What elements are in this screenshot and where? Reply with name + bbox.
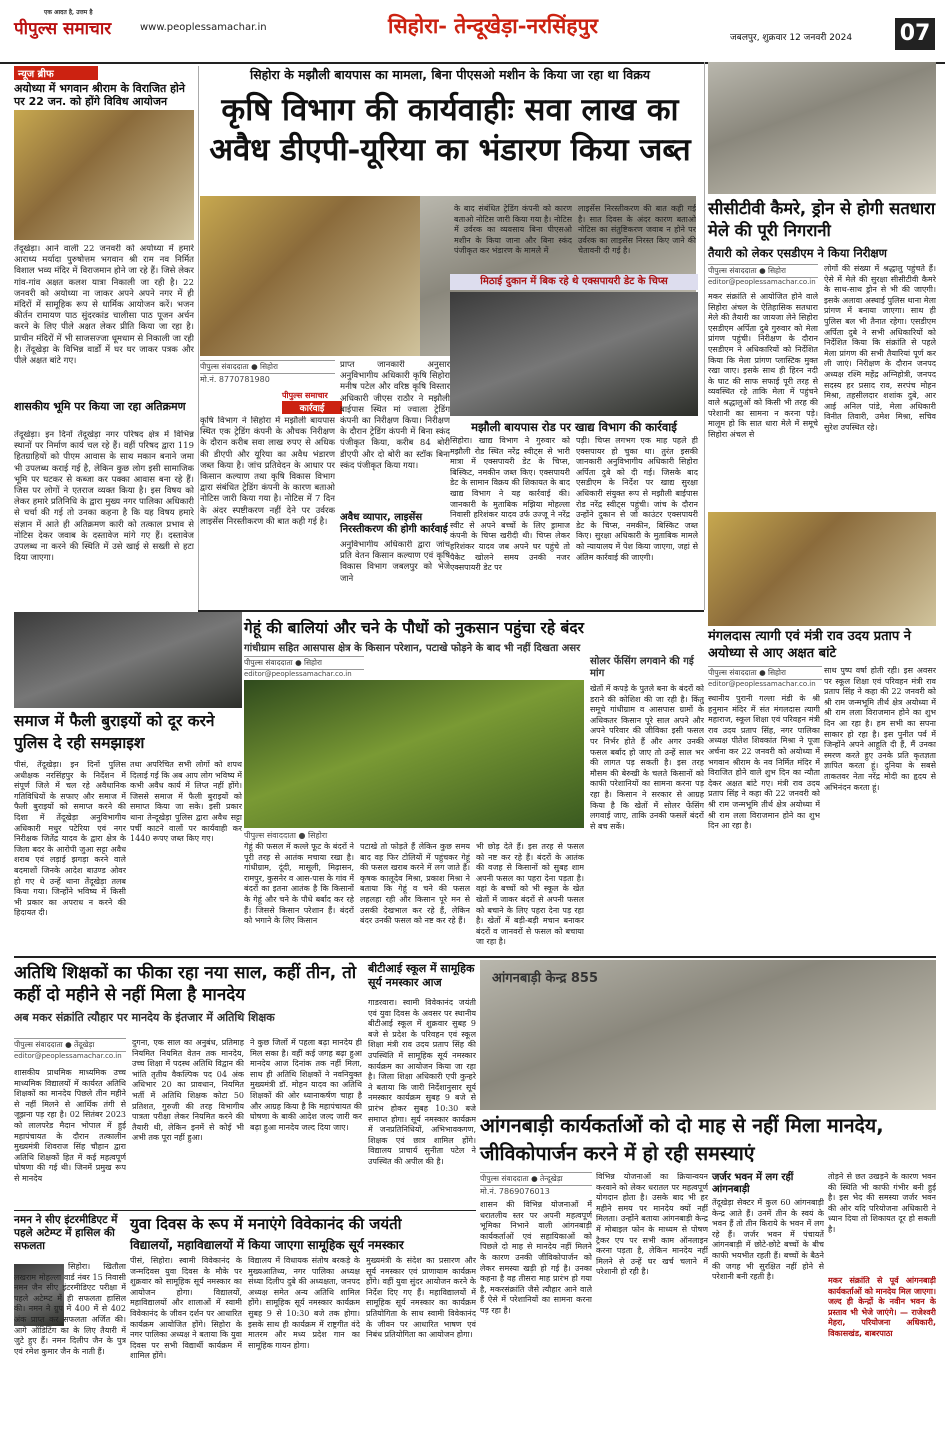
sweets-shop-photo — [450, 292, 698, 416]
lead-tag-action: कार्रवाई — [282, 401, 342, 414]
lead-column-3: के बाद संबंधित ट्रेडिंग कंपनी को कारण बताओ नोटिस जारी किया गया है। नोटिस में उर्वरक का व्यवसाय बिना पीएसओ मशीन के किया जाना और बिना स्कंद पंजीकृत कर भंडारण के मामले में — [454, 204, 572, 255]
lead-column-4: लाइसेंस निरस्तीकरण की बात कही गई है। सात दिवस के अंदर कारण बताओ नोटिस का संतुष्टिकरण जवाब न होने पर उर्वरक का लाइसेंस निरस्त किए जाने की चेतावनी दी गई है। — [578, 204, 696, 255]
dateline: जबलपुर, शुक्रवार 12 जनवरी 2024 — [730, 33, 853, 43]
police-headline: समाज में फैली बुराइयों को दूर करने पुलिस दे रही समझाइश — [14, 712, 215, 752]
section-rule — [198, 610, 704, 612]
anganwadi-subheading: जर्जर भवन में लग रहीं आंगनबाड़ी — [712, 1172, 794, 1195]
monkey-photo-caption: पीपुल्स संवाददाता ● सिहोरा — [244, 831, 328, 840]
sweets-column-1: सिहोरा। खाद्य विभाग ने गुरुवार को मझौली रोड स्थित नरेंद्र स्वीट्स से भारी मात्रा में एक्सपायरी डेट के चिप्स, बिस्किट, नमकीन जब्त किए। एक्सपायरी डेट के सामान विक्रय की शिकायत के बाद खाद्य विभाग ने यह कार्रवाई की। जानकारी के मुताबिक मझिया मोहल्ला निवासी हरिशंकर यादव उर्फ उज्जू ने नरेंद्र स्वीट से अपने बच्चों के लिए ड्रामाज कंपनी के चिप्स खरीदी थी। चिप्स लेकर हरिशंकर यादव जब अपने घर पहुंचे तो पैकेट खोलने समय उनकी नजर एक्सपायरी डेट पर — [450, 436, 570, 573]
page-number: 07 — [895, 18, 935, 50]
vivekananda-column-2: विद्यालय में विधायक संतोष बरकड़े के मुख्यआतिथ्य, नगर पालिका अध्यक्ष संध्या दिलीप दुबे की अध्यक्षता, जनपद अध्यक्ष समेत अन्य अतिथि शामिल होंगे। सामूहिक सूर्य नमस्कार कार्यक्रम सुबह 9 से 10:30 बजे तक होगा। इसके साथ ही कार्यक्रम में राष्ट्रगीत वंदे मातरम और मध्य प्रदेश गान का सामूहिक गायन होगा। — [248, 1256, 360, 1350]
lead-byline: पीपुल्स संवाददाता ● सिहोरा — [200, 360, 335, 374]
monkey-headline: गेहूं की बालियां और चने के पौधों को नुकसान पहुंचा रहे बंदर — [244, 619, 584, 637]
teachers-column-1: शासकीय प्राथमिक माध्यमिक उच्च माध्यमिक विद्यालयों में कार्यरत अतिथि शिक्षकों का मानदेय पिछले तीन महीने से नहीं मिलने से आर्थिक तंगी से जूझना पड़ रहा है। 02 सितंबर 2023 को लालपरेड मैदान भोपाल में हुई महापंचायत के दौरान तत्कालीन मुख्यमंत्री शिवराज सिंह चौहान द्वारा अतिथि शिक्षकों हित में कई महत्वपूर्ण घोषणा की गई थी। जिनमें प्रमुख रूप से मानदेय — [14, 1068, 126, 1183]
teachers-byline: पीपुल्स संवाददाता ● तेंदूखेड़ा — [14, 1038, 126, 1052]
lead-tag — [282, 390, 342, 414]
lead-headline: कृषि विभाग की कार्यवाहीः सवा लाख का अवैध डीएपी-यूरिया का भंडारण किया जब्त — [209, 92, 691, 168]
sweets-headline: मझौली बायपास रोड पर खाद्य विभाग की कार्रवाई — [471, 420, 677, 434]
newspaper-logo: एक आदत है, उत्तम है पीपुल्स समाचार — [14, 9, 112, 39]
edition-title: सिहोरा- तेन्दूखेड़ा-नरसिंहपुर — [388, 13, 599, 38]
sweets-kicker: मिठाई दुकान में बिक रहे थे एक्सपायरी डेट के चिप्स — [450, 274, 698, 290]
lead-column-1: कृषि विभाग ने सिहोरा में मझौली बायपास स्थित एक ट्रेडिंग कंपनी के औचक निरीक्षण के दौरान करीब सवा लाख रुपए से अधिक की डीएपी और यूरिया का अवैध भंडारण जब्त किया है। जांच प्रतिवेदन के आधार पर किसान कल्याण तथा कृषि विकास विभाग द्वारा संबंधित ट्रेडिंग कंपनी के कारण बताओ नोटिस जारी किया गया है। नोटिस में 7 दिन के अंदर स्पष्टीकरण नहीं देने पर उर्वरक लाइसेंस निरस्तीकरण की बात कही गई है। — [200, 416, 335, 527]
anganwadi-column-4: तोड़ने से छत उखड़ने के कारण भवन की स्थिति भी काफी गंभीर बनी हुई है। इस भेद की समस्या जर्जर भवन की ओर यदि परियोजना अधिकारी ने ध्यान दिया तो शिकायत दूर हो सकती है। — [828, 1172, 936, 1234]
cctv-column-1: मकर संक्रांति से आयोजित होने वाले सिहोरा अंचल के ऐतिहासिक सतधारा मेले की तैयारी का जायजा लेने सिहोरा एसडीएम अर्पिता दुबे गुरुवार को मेला प्रांगण पहुंची। निरीक्षण के दौरान एसडीएम ने अधिकारियों को निर्देशित किया कि मेला प्रांगण प्लास्टिक मुक्त रखा जाए। इसके साथ ही हिरन नदी के घाट की साफ सफाई पूरी तरह से व्यवस्थित रहे ताकि मेला में पहुंचने वाले श्रद्धालुओं को किसी भी तरह की परेशानी का सामना न करना पड़े। मालूम हो कि सात धारा मेले में समूचे सिहोरा अंचल से — [708, 292, 818, 439]
official-quote: मकर संक्रांति से पूर्व आंगनबाड़ी कार्यकर्ताओं को मानदेय मिल जाएगा। जल्द ही केन्द्रों के नवीन भवन के प्रस्ताव भी भेजे जाएंगे। — राजेश्वरी मेहरा, परियोजना अधिकारी, विकासखंड, बाबरपाठा — [828, 1276, 936, 1338]
anganwadi-wall-text: आंगनबाड़ी केन्द्र 855 — [492, 971, 599, 986]
topper-body: सिहोरा। खितौला लखराम मोहल्ला वार्ड नंबर 15 निवासी नमन जैन सीए इंटरमीडिएट परीक्षा में पहले अटेम्प्ट में ही सफलता हासिल की। नमन ने ग्रुप में 400 में से 402 अंक प्राप्त कर सफलता अर्जित की। आगे ऑडिटिंग का के लिए तैयारी में जुटे हुए हैं। नमन दिलीप जैन के पुत्र एवं रमेश कुमार जैन के नाती हैं। — [14, 1262, 126, 1356]
anganwadi-byline: पीपुल्स संवाददाता ● तेन्दूखेड़ा — [480, 1172, 592, 1186]
teachers-headline: अतिथि शिक्षकों का फीका रहा नया साल, कहीं तीन, तो कहीं दो महीने से नहीं मिला है मानदेय — [14, 963, 357, 1005]
monkey-column-4: खेतों में कपड़े के पुतले बना के बंदरों को डराने की कोशिश की जा रही है। किंतु समूचे गांधीग्राम व आसपास ग्रामों के अधिकतर किसान पूरे साल अपने और अपने परिवार की जीविका इसी फसल पर निर्भर होते हैं और अगर उनकी फसल बर्बाद हो जाए तो उन्हें साल भर की लागत पड़ सकती है। इस तरह मौसम की बेरुखी के चलते किसानों को काफी परेशानियों का सामना करना पड़ रहा है। किसान ने सरकार से आग्रह किया है कि खेतों में सोलर फेंसिंग लगवाई जाए, ताकि उनकी फसलें बंदरों से बच सकें। — [590, 684, 704, 831]
brief-body-1: तेंदूखेड़ा। आने वाली 22 जनवरी को अयोध्या में हमारे आराध्य मर्यादा पुरुषोत्तम भगवान श्री राम नव निर्मित विशाल भव्य मंदिर में विराजमान होने जा रहे हैं। जिसे लेकर गांव-गांव अक्षत कलश यात्रा निकाली जा रही है। 22 जनवरी को अयोध्या ना जाकर अपने अपने नगर में ही मंदिरों में सामूहिक रूप से धार्मिक आयोजन करें। भजन कीर्तन रामायण पाठ सुंदरकांड चालीसा पाठ पूजन अर्चन करने के लिए पीले अक्षत लेकर प्रीति किया जा रहा है। प्राचीन मंदिरों में भी साजसज्जा धूमधाम से निकाली जा रही है। तेंदूखेड़ा के विभिन्न वार्डों में घर घर जाकर पत्रक और पीले अक्षत बांटे गए। — [14, 244, 194, 367]
ram-headline: मंगलदास त्यागी एवं मंत्री राव उदय प्रताप ने अयोध्या से आए अक्षत बांटे — [708, 629, 911, 661]
ram-column-2: साथ पुष्प वर्षा होती रही। इस अवसर पर स्कूल शिक्षा एवं परिवहन मंत्री राव प्रताप सिंह ने कहा की 22 जनवरी को श्री राम जन्मभूमि तीर्थ क्षेत्र अयोध्या में श्री राम लला विराजमान होने का शुभ दिन आ रहा है। हम सभी का सपना साकार हो रहा है। इस पुनीत पर्व में जिन्होंने अपने आहूति दी हैं, मैं उनका स्मरण करते हुए उनके प्रति कृतज्ञता ज्ञापित करता हूं। दुनिया के सबसे ताकतवर नेता नरेंद्र मोदी का हृदय से अभिनंदन करता हूं। — [824, 666, 936, 792]
vivekananda-column-3: मुख्यमंत्री के संदेश का प्रसारण और सूर्य नमस्कार एवं प्राणायाम कार्यक्रम होंगे। वहीं युवा सुंदर आयोजन करने के निर्देश दिए गए हैं। महाविद्यालयों में सामूहिक सूर्य नमस्कार का कार्यक्रम प्रतियोगिता के साथ स्वामी विवेकानंद के जीवन पर आधारित भाषण एवं निबंध प्रतियोगिता का आयोजन होगा। — [366, 1256, 476, 1340]
anganwadi-column-2: विभिन्न योजनाओं का क्रियान्वयन करवाने को लेकर धरातल पर महत्वपूर्ण योगदान होता है। उसके बाद भी हर महीने समय पर मानदेय क्यों नहीं मिलता। उन्होंने बताया आंगनबाड़ी केन्द्र में मोबाइल फोन के माध्यम से पोषण ट्रैकर एप पर सभी काम ऑनलाइन करना पड़ता है, लेकिन मानदेय नहीं मिलने से उन्हें घर खर्च चलाने में परेशानी हो रही है। — [596, 1172, 708, 1277]
sweets-column-2: पड़ी। चिप्स लगभग एक माह पहले ही एक्सपायर हो चुका था। तुरंत इसकी जानकारी अनुविभागीय अधिकारी सिहोरा अर्पिता दुबे को दी गई। जिसके बाद एसडीएम के निर्देश पर खाद्य सुरक्षा अधिकारी संयुक्त रूप से मझौली बाईपास रोड नरेंद्र स्वीट्स पहुंची। जांच के दौरान उन्होंने दुकान से जो काउंटर एक्सपायरी डेट के चिप्स, नमकीन, बिस्किट जब्त किए। सुरक्षा अधिकारी के मुताबिक मामले को न्यायालय में पेश किया जाएगा, जहां से अंतिम कार्रवाई की जाएगी। — [576, 436, 698, 562]
bti-body: गाडरवारा। स्वामी विवेकानंद जयंती एवं युवा दिवस के अवसर पर स्थानीय बीटीआई स्कूल में शुक्रवार सुबह 9 बजे से प्रदेश के परिवहन एवं स्कूल शिक्षा मंत्री राव उदय प्रताप सिंह की उपस्थिति में सामूहिक सूर्य नमस्कार कार्यक्रम का आयोजन किया जा रहा है। जिला शिक्षा अधिकारी एपी कुन्हरे ने बताया कि जारी निर्देशानुसार सूर्य नमस्कार कार्यक्रम सुबह 9 बजे से प्रारंभ होकर सुबह 10:30 बजे समाप्त होगा। सूर्य नमस्कार कार्यक्रम में जनप्रतिनिधियों, अभिभावकगण, शिक्षक एवं छात्र शामिल होंगे। विद्यालय प्राचार्य सुनीता पटेल ने उपस्थित की अपील की है। — [368, 998, 476, 1166]
monkey-column-3: भी छोड़ देते हैं। इस तरह से फसल को नष्ट कर रहे हैं। बंदरों के आतंक की वजह से किसानों को सुबह शाम अपनी फसल का पहरा देना पड़ता है। वहां के बच्चों को भी स्कूल के खेत खेतों में जाकर बंदरों से अपनी फसल को बचाने के लिए पहरा देना पड़ रहा है। खेतों में बड़ी-बड़ी मचान बनाकर बंदरों व जानवरों से फसल को बचाया जा रहा है। — [476, 842, 584, 947]
cctv-email: editor@peoplessamachar.co.in — [708, 278, 816, 286]
monkey-subheadline: गांधीग्राम सहित आसपास क्षेत्र के किसान परेशान, पटाखे फोड़ने के बाद भी नहीं दिखता असर — [244, 643, 581, 654]
brief-headline-1: अयोध्या में भगवान श्रीराम के विराजित होने पर 22 जन. को होंगे विविध आयोजन — [14, 82, 185, 108]
anganwadi-headline: आंगनबाड़ी कार्यकर्ताओं को दो माह से नहीं मिला मानदेय, जीविकोपार्जन करने में हो रही समस्याएं — [480, 1114, 884, 1165]
lead-kicker: सिहोरा के मझौली बायपास का मामला, बिना पीएसओ मशीन के किया जा रहा था विक्रय — [249, 67, 651, 82]
solar-fencing-subheading: सोलर फेंसिंग लगवाने की गई मांग — [590, 656, 694, 679]
cctv-column-2: लोगों की संख्या में श्रद्धालु पहुंचते हैं। ऐसे में मेले की सुरक्षा सीसीटीवी कैमरे के साथ-साथ ड्रोन से भी की जाएगी। इसके अलावा अस्थाई पुलिस थाना मेला प्रांगण में बनाया जाएगा। साथ ही पुलिस बल भी तैनात रहेगा। एसडीएम अर्पिता दुबे ने सभी अधिकारियों को निर्देशित किया कि संक्रांति से पहले मेला प्रांगण की सभी तैयारियां पूर्ण कर ली जाएं। निरीक्षण के दौरान जनपद अध्यक्ष रश्मि महेंद्र अग्निहोत्री, जनपद सदस्य हर प्रसाद राव, सरपंच मोहन मिश्रा, तहसीलदार शशांक दुबे, आर आई अनिल पांडे, मेला अधिकारी विनीत तिवारी, उमेश मिश्रा, सचिव सुरेश उपस्थित रहे। — [824, 264, 936, 432]
teachers-column-2: दुगना, एक साल का अनुबंध, प्रतिमाह नियमित नियमित वेतन तक मानदेय, उच्च शिक्षा में पदस्थ अतिथि विद्वान की भांति तृतीय वैकल्पिक पद 04 अंक अधिभार 20 का प्रावधान, नियमित भर्ती में अतिथि शिक्षक कोटा 50 प्रतिशत, गुरुजी की तरह विभागीय पात्रता परीक्षा लेकर नियमित करने की तैयारी थी, लेकिन इनमें से कोई भी अभी तक पूरा नहीं हुआ। — [132, 1038, 244, 1143]
mela-inspection-photo — [708, 62, 936, 194]
vivekananda-headline: युवा दिवस के रूप में मनाएंगे विवेकानंद की जयंती — [130, 1215, 402, 1233]
brief-headline-2: शासकीय भूमि पर किया जा रहा अतिक्रमण — [14, 400, 186, 413]
vivekananda-column-1: पीसं, सिहोरा। स्वामी विवेकानंद के जन्मदिवस युवा दिवस के मौके पर शुक्रवार को सामूहिक सूर्य नमस्कार का आयोजन होगा। विद्यालयों, महाविद्यालयों और शालाओं में स्वामी विवेकानंद के जीवन दर्शन पर आधारित कार्यक्रम आयोजित होंगे। सिहोरा के नगर पालिका अध्यक्ष ने बताया कि युवा दिवस पर सभी विद्यार्थी कार्यक्रम में शामिल होंगे। — [130, 1256, 242, 1361]
masthead — [0, 0, 945, 64]
section-rule — [14, 956, 936, 958]
monkeys-in-field-photo — [244, 680, 584, 828]
police-meeting-photo — [14, 612, 242, 708]
column-divider — [198, 66, 199, 611]
lead-column-2: प्राप्त जानकारी अनुसार अनुविभागीय अधिकारी कृषि सिहोरा मनीष पटेल और वरिष्ठ कृषि विस्तार अधिकारी जीएस राठौर ने मझौली बाईपास स्थित मां ज्वाला ट्रेडिंग कंपनी का निरीक्षण किया। निरीक्षण के दौरान ट्रेडिंग कंपनी में बिना स्कंद पंजीकृत किया, करीब 84 बोरी डीएपी और दो बोरी का स्टॉक बिना स्कंद पंजीकृत किया गया। — [340, 360, 450, 471]
lead-tag-paper: पीपुल्स समाचार — [282, 391, 328, 400]
akshat-distribution-photo — [708, 512, 936, 626]
topper-headline: नमन ने सीए इंटरमीडिएट में पहले अटेम्प्ट में हासिल की सफलता — [14, 1214, 118, 1252]
anganwadi-column-1: शासन की विभिन्न योजनाओं में धरातलीय स्तर पर अपनी महत्वपूर्ण भूमिका निभाने वाली आंगनबाड़ी कार्यकर्ताओं एवं सहायिकाओं को पिछले दो माह से मानदेय नहीं मिलने के कारण उनकी जीविकोपार्जन को लेकर समस्या खड़ी हो गई है। उनका कहना है वह तीसरा माह प्रारंभ हो गया है, मकरसंक्रांति जैसे त्यौहार आने वाले हैं ऐसे में परेशानियों का सामना करना पड़ रहा है। — [480, 1200, 592, 1315]
brief-body-2: तेंदूखेड़ा। इन दिनों तेंदूखेड़ा नगर परिषद क्षेत्र में विभिन्न स्थानों पर निर्माण कार्य चल रहे हैं। वहीं परिषद द्वारा 119 हितग्राहियों को पीएम आवास के साथ मकान बनाने जमा भी उपलब्ध कराई गई है, लेकिन कुछ लोग इसी सामाजिक भूमि पर घटकर से कब्जा कर पक्का आवास बना रहे हैं। जिस पर लोगों ने एतराज व्यक्त किया है। इस विषय को लेकर हमारे प्रतिनिधि के द्वारा मुख्य नगर पालिका अधिकारी से चर्चा की गई तो उनका कहना है कि यह विषय हमारे संज्ञान में आते ही अतिक्रमण कारी को तत्काल प्रभाव से नोटिस देकर जवाब के दस्तावेज मांगे गए हैं। दस्तावेज उपलब्ध ना करने की स्थिति में उसे खाई से सख्ती से हटा दिया जाएगा। — [14, 430, 194, 564]
fertilizer-storage-photo — [200, 196, 420, 356]
anganwadi-mobile: मो.नं. 7869076013 — [480, 1187, 550, 1196]
ram-column-1: स्थानीय पुरानी गल्ला मंडी के श्री हनुमान मंदिर में संत मंगलदास त्यागी महाराज, स्कूल शिक्षा एवं परिवहन मंत्री राव उदय प्रताप सिंह, नगर पालिका अध्यक्ष पीतेश शिवकांत मिश्रा ने पूजा अर्चना कर 22 जनवरी को अयोध्या में भगवान श्रीराम के नव निर्मित मंदिर में विराजित होने वाले शुभ दिन का न्यौता देकर अक्षत बांटे गए। मंत्री राव उदय प्रताप सिंह ने कहा की 22 जनवरी को श्री राम जन्मभूमि तीर्थ क्षेत्र अयोध्या में श्री राम लला विराजमान होने का शुभ दिन आ रहा है। — [708, 694, 820, 831]
ayodhya-event-photo — [14, 110, 194, 240]
column-divider — [704, 62, 705, 610]
ram-email: editor@peoplessamachar.co.in — [708, 680, 816, 688]
vivekananda-subheadline: विद्यालयों, महाविद्यालयों में किया जाएगा सामूहिक सूर्य नमस्कार — [130, 1238, 404, 1252]
monkey-email: editor@peoplessamachar.co.in — [244, 670, 352, 678]
lead-subheading: अवैध व्यापार, लाइसेंस निरस्तीकरण की होगी कार्रवाई — [340, 512, 448, 535]
cctv-headline: सीसीटीवी कैमरे, ड्रोन से होगी सतधारा मेले की पूरी निगरानी — [708, 199, 936, 240]
lead-mobile: मो.नं. 8770781980 — [200, 375, 270, 384]
teachers-column-3: ने कुछ जिलों में पहला बढ़ा मानदेय ही मिल सका है। वहीं कई जगह बढ़ा हुआ मानदेय आज दिनांक तक नहीं मिला, साथ ही अतिथि शिक्षकों ने नवनियुक्त मुख्यमंत्री डॉ. मोहन यादव का अतिथि शिक्षकों की ओर ध्यानाकर्षण चाहा है और आग्रह किया है कि महापंचायत की घोषणा के बाकी आदेश जल्द जारी कर बढ़ा हुआ मानदेय जल्द दिया जाए। — [250, 1038, 362, 1132]
monkey-byline: पीपुल्स संवाददाता ● सिहोरा — [244, 656, 364, 670]
ram-byline: पीपुल्स संवाददाता ● सिहोरा — [708, 666, 822, 680]
monkey-column-1: गेहूं की फसल में कल्ले फूट के बंदरों ने पूरी तरह से आतंक मचाया रखा है। गांधीग्राम, दूंदी, मासूली, मिढ़ासन, रामपुर, कुसनेर व आस-पास के गांव में बंदरों का इतना आतंक है कि किसानों के गेहूं और चने के पौधे बर्बाद कर रहे हैं। जिससे किसान परेशान हैं। बंदरों को भगाने के लिए किसान — [244, 842, 354, 926]
cctv-byline: पीपुल्स संवाददाता ● सिहोरा — [708, 264, 818, 278]
bti-headline: बीटीआई स्कूल में सामूहिक सूर्य नमस्कार आज — [368, 962, 475, 989]
anganwadi-centre-photo — [480, 960, 936, 1110]
logo-tagline: एक आदत है, उत्तम है — [44, 9, 93, 16]
monkey-column-2: पटाखे तो फोड़ते हैं लेकिन कुछ समय बाद वह फिर टोलियों में पहुंचकर गेहूं की फसल खराब करने में लग जाते हैं। कृषक कालूदेव मिश्रा, प्रकाश मिश्रा ने बताया कि गेहूं व चने की फसल लहलहा रही और किसान पूरे मन से उसकी देखभाल कर रहे हैं, लेकिन बंदर उनकी फसल को नष्ट कर रहे हैं। — [360, 842, 470, 926]
teachers-subheadline: अब मकर संक्रांति त्यौहार पर मानदेय के इंतजार में अतिथि शिक्षक — [14, 1011, 275, 1024]
cctv-subheadline: तैयारी को लेकर एसडीएम ने किया निरीक्षण — [708, 246, 887, 260]
police-column-1: पीसं, तेंदूखेड़ा। इन दिनों पुलिस अधीक्षक नरसिंहपुर के निर्देशन में संपूर्ण जिले में चल रहे अवैधानिक गतिविधियों के सफाए और समाज में फैली बुराइयों को समाप्त करने की दिशा में तेंदूखेड़ा अनुविभागीय अधिकारी मधुर पटेरिया एवं नगर निरीक्षक जितेंद्र यादव के द्वारा क्षेत्र के जिला बदर के आरोपी जुआ सट्टा अवैध शराब एवं लड़ाई झगड़ा करने वाले बदमाशों जिनके आदेश बाउण्ड ओवर हो गए थे उन्हें थाना तेंदूखेड़ा तलब किया गया। जिन्होंने भविष्य में किसी भी प्रकार का अपराध न करने की हिदायत दी। — [14, 760, 126, 918]
section-rule — [14, 1210, 476, 1211]
teachers-email: editor@peoplessamachar.co.in — [14, 1052, 122, 1060]
news-brief-label: न्यूज ब्रीफ — [14, 66, 98, 80]
police-column-2: तथा अपरिचित सभी लोगों को शपथ दिलाई गई कि अब आप लोग भविष्य में कभी अवैध कार्य में लिप्त नहीं होंगे। जिससे समाज में फैली बुराइयों को समाप्त किया जा सके। इसी प्रकार थाना तेन्दूखेड़ा पुलिस द्वारा अवैध सट्टा पर्ची काटने वालों पर कार्यवाही कर 1440 रूपए जब्त किए गए। — [130, 760, 242, 844]
website-url: www.peoplessamachar.in — [140, 22, 267, 33]
anganwadi-column-3: तेंदूखेड़ा सेक्टर में कुल 60 आंगनबाड़ी केन्द्र आते हैं। उनमें तीन के स्वयं के भवन हैं तो तीन किराये के भवन में लग रहे हैं। जर्जर भवन में पंचायतें आंगनबाड़ी में छोटे-छोटे बच्चों के बीच काफी भयभीत रहती हैं। बच्चों के बैठने की जगह भी सुरक्षित नहीं होने से परेशानी बनी रहती है। — [712, 1198, 824, 1282]
lead-column-2b: अनुविभागीय अधिकारी द्वारा जांच प्रति वेतन किसान कल्याण एवं कृषि विकास विभाग जबलपुर को भेजे जाने — [340, 540, 450, 584]
